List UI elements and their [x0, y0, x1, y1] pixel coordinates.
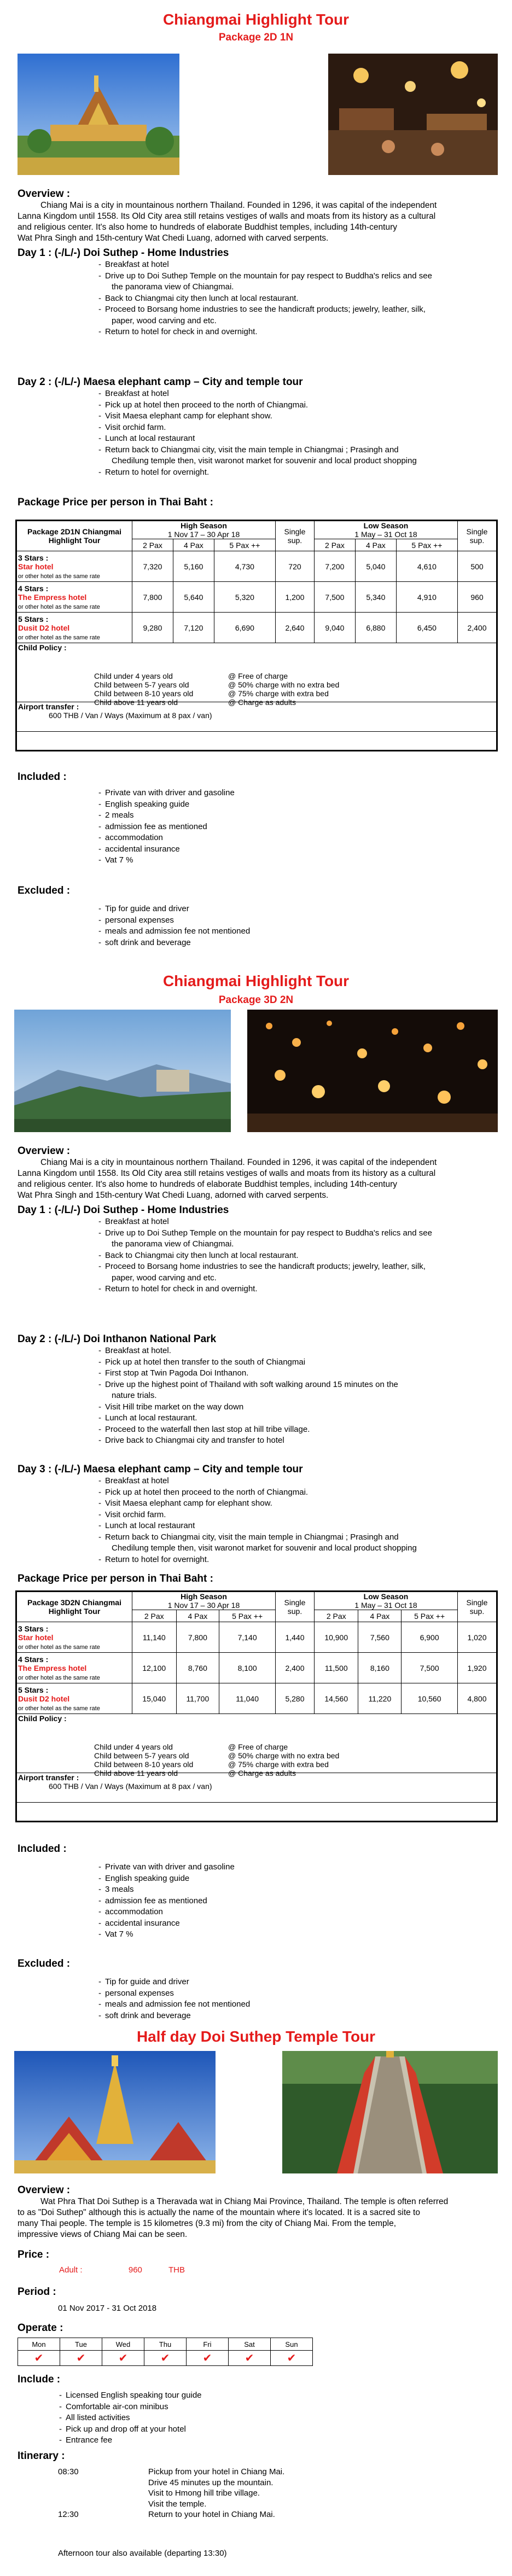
table-row: [17, 1653, 497, 1683]
list-item: - Proceed to Borsang home industries to see the handicraft products; jewelry, leather, silk,: [98, 1261, 492, 1273]
single-sup-header: Single sup.: [275, 1592, 314, 1622]
list-item: the panorama view of Chiangmai.: [112, 282, 234, 292]
list-item: - Proceed to the waterfall then last stop at hill tribe village.: [98, 1424, 492, 1436]
lantern-festival-photo: [247, 1010, 498, 1132]
price-unit: THB: [168, 2265, 185, 2275]
list-item: Child between 8-10 years old @ 75% charge with extra bed: [94, 689, 329, 698]
period-heading: Period :: [18, 2286, 56, 2298]
list-item: - Pick up at hotel then proceed to the north of Chiangmai.: [98, 1487, 492, 1499]
airport-transfer-text: 600 THB / Van / Ways (Maximum at 8 pax / van): [49, 1782, 212, 1791]
list-item: - Vat 7 %: [98, 1929, 427, 1940]
price-cell: 2,400: [275, 1653, 314, 1683]
list-item: - English speaking guide: [98, 799, 427, 811]
tour1-included-list: [98, 788, 427, 866]
night-market-photo: [328, 54, 498, 175]
price-cell: 11,140: [132, 1622, 177, 1653]
list-item: - Pick up at hotel then proceed to the north of Chiangmai.: [98, 400, 492, 411]
check-icon: ✔: [144, 2351, 187, 2366]
list-item: - Return back to Chiangmai city, visit the main temple in Chiangmai ; Prasingh and: [98, 445, 492, 456]
overview-line: to as "Doi Suthep" although this is actually the name of the mountain where it's located. It is a sacred site to: [18, 2208, 420, 2217]
list-item: - English speaking guide: [98, 1873, 427, 1885]
single-sup-header: Single sup.: [275, 521, 314, 551]
col-4pax: 4 Pax: [355, 539, 396, 551]
col-2pax: 2 Pax: [314, 539, 355, 551]
price-cell: 7,200: [314, 551, 355, 582]
list-item: - meals and admission fee not mentioned: [98, 1999, 427, 2010]
tour2-day1-list: [98, 1216, 492, 1295]
itinerary-row: Visit the temple.: [148, 2499, 207, 2509]
col-2pax: 2 Pax: [132, 1610, 177, 1622]
tour2-day2-list: [98, 1345, 492, 1447]
price-cell: 12,100: [132, 1653, 177, 1683]
list-item: - Visit Maesa elephant camp for elephant show.: [98, 411, 492, 422]
price-cell: 7,500: [314, 582, 355, 613]
list-item: - meals and admission fee not mentioned: [98, 926, 427, 937]
overview-line: many Thai people. The temple is 15 kilometres (9.3 mi) from the city of Chiang Mai. From the temple,: [18, 2219, 397, 2228]
check-icon: ✔: [18, 2351, 60, 2366]
check-icon: ✔: [187, 2351, 229, 2366]
tour2-included-list: [98, 1862, 427, 1940]
afternoon-note: Afternoon tour also available (departing 13:30): [58, 2549, 227, 2558]
temple-photo: [18, 54, 179, 175]
list-item: Child under 4 years old @ Free of charge: [94, 672, 288, 680]
price-cell: 8,760: [176, 1653, 219, 1683]
price-cell: 5,280: [275, 1683, 314, 1714]
list-item: - Entrance fee: [59, 2435, 387, 2446]
list-item: - Breakfast at hotel: [98, 388, 492, 400]
single-sup-header: Single sup.: [458, 521, 497, 551]
child-policy-heading: Child Policy :: [18, 1714, 67, 1723]
price-cell: 500: [458, 551, 497, 582]
list-item: Child above 11 years old @ Charge as adults: [94, 1769, 296, 1777]
tour1-overview: [18, 200, 499, 244]
tour2-overview: [18, 1157, 499, 1201]
halfday-overview: [18, 2196, 499, 2240]
check-icon: ✔: [271, 2351, 313, 2366]
list-item: paper, wood carving and etc.: [112, 316, 217, 325]
list-item: - Return back to Chiangmai city, visit the main temple in Chiangmai ; Prasingh and: [98, 1532, 492, 1543]
table-row: [17, 582, 497, 613]
list-item: - soft drink and beverage: [98, 2010, 427, 2022]
price-cell: 1,020: [458, 1622, 497, 1653]
list-item: - Visit orchid farm.: [98, 1510, 492, 1521]
tour2-overview-heading: Overview :: [18, 1145, 71, 1157]
list-item: Child above 11 years old @ Charge as adults: [94, 698, 296, 707]
list-item: paper, wood carving and etc.: [112, 1273, 217, 1283]
list-item: - accidental insurance: [98, 844, 427, 855]
single-sup-header: Single sup.: [458, 1592, 497, 1622]
tour1-day1-list: [98, 259, 492, 338]
hotel-cell: 3 Stars : Star hotel or other hotel as the same rate: [17, 1622, 132, 1653]
list-item: - Return to hotel for overnight.: [98, 1554, 492, 1566]
price-cell: 8,100: [219, 1653, 276, 1683]
list-item: - Pick up at hotel then transfer to the south of Chiangmai: [98, 1357, 492, 1368]
price-cell: 6,900: [402, 1622, 458, 1653]
list-item: - Visit Maesa elephant camp for elephant show.: [98, 1498, 492, 1510]
price-cell: 7,560: [358, 1622, 402, 1653]
airport-transfer-heading: Airport transfer :: [18, 1773, 79, 1782]
include-list: [59, 2390, 387, 2446]
list-item: - admission fee as mentioned: [98, 821, 427, 833]
hotel-cell: 4 Stars : The Empress hotel or other hotel as the same rate: [17, 1653, 132, 1683]
hotel-cell: 5 Stars : Dusit D2 hotel or other hotel as the same rate: [17, 1683, 132, 1714]
table-corner: Package 2D1N Chiangmai Highlight Tour: [17, 521, 132, 551]
list-item: - 3 meals: [98, 1884, 427, 1896]
price-cell: 11,500: [314, 1653, 358, 1683]
overview-line: Wat Phra Singh and 15th-century Wat Chedi Luang, adorned with carved serpents.: [18, 1191, 329, 1200]
price-cell: 9,040: [314, 613, 355, 643]
price-cell: 6,880: [355, 613, 396, 643]
price-cell: 11,700: [176, 1683, 219, 1714]
price-cell: 6,690: [214, 613, 275, 643]
overview-line: Chiang Mai is a city in mountainous northern Thailand. Founded in 1296, it was capital of the independent: [40, 201, 437, 210]
overview-line: and religious center. It's also home to hundreds of elaborate Buddhist temples, including 14th-century: [18, 223, 397, 232]
price-cell: 8,160: [358, 1653, 402, 1683]
list-item: - accommodation: [98, 832, 427, 844]
tour2-child-policy: [94, 1742, 339, 1777]
airport-transfer-text: 600 THB / Van / Ways (Maximum at 8 pax / van): [49, 711, 212, 720]
list-item: Child between 8-10 years old @ 75% charge with extra bed: [94, 1760, 329, 1769]
price-cell: 7,800: [176, 1622, 219, 1653]
price-cell: 5,040: [355, 551, 396, 582]
col-4pax: 4 Pax: [176, 1610, 219, 1622]
list-item: - Vat 7 %: [98, 855, 427, 866]
list-item: Child under 4 years old @ Free of charge: [94, 1742, 288, 1751]
mountain-photo: [14, 1010, 231, 1132]
low-season-header: Low Season 1 May – 31 Oct 18: [314, 521, 457, 539]
day-sun: Sun: [271, 2338, 313, 2351]
price-cell: 1,920: [458, 1653, 497, 1683]
airport-transfer-heading: Airport transfer :: [18, 702, 79, 711]
overview-line: impressive views of Chiang Mai can be seen.: [18, 2230, 188, 2239]
price-cell: 2,400: [458, 613, 497, 643]
tour2-day1-heading: Day 1 : (-/L/-) Doi Suthep - Home Industries: [18, 1204, 229, 1216]
tour1-day2-heading: Day 2 : (-/L/-) Maesa elephant camp – City and temple tour: [18, 376, 303, 388]
itinerary-heading: Itinerary :: [18, 2450, 65, 2462]
tour1-excluded-list: [98, 904, 427, 948]
price-cell: 7,120: [173, 613, 214, 643]
col-5pax: 5 Pax ++: [396, 539, 457, 551]
price-cell: 7,800: [132, 582, 173, 613]
operate-days-table: [18, 2338, 313, 2366]
price-cell: 4,800: [458, 1683, 497, 1714]
table-row: [17, 551, 497, 582]
list-item: - Return to hotel for check in and overnight.: [98, 1284, 492, 1295]
list-item: - Drive up to Doi Suthep Temple on the mountain for pay respect to Buddha's relics and see: [98, 271, 492, 282]
hotel-cell: 4 Stars : The Empress hotel or other hotel as the same rate: [17, 582, 132, 613]
list-item: - Drive up to Doi Suthep Temple on the mountain for pay respect to Buddha's relics and see: [98, 1228, 492, 1239]
overview-line: Chiang Mai is a city in mountainous northern Thailand. Founded in 1296, it was capital of the independent: [40, 1158, 437, 1167]
tour2-day3-heading: Day 3 : (-/L/-) Maesa elephant camp – City and temple tour: [18, 1464, 303, 1475]
tour2-day2-heading: Day 2 : (-/L/-) Doi Inthanon National Park: [18, 1333, 217, 1345]
list-item: - personal expenses: [98, 1988, 427, 2000]
list-item: - Breakfast at hotel: [98, 1476, 492, 1487]
day-fri: Fri: [187, 2338, 229, 2351]
tour1-day2-list: [98, 388, 492, 478]
day-mon: Mon: [18, 2338, 60, 2351]
price-cell: 1,200: [275, 582, 314, 613]
price-value: 960: [128, 2265, 142, 2275]
halfday-title: Half day Doi Suthep Temple Tour: [136, 2028, 376, 2045]
itinerary-row: Visit to Hmong hill tribe village.: [148, 2488, 260, 2498]
child-policy-heading: Child Policy :: [18, 643, 67, 652]
list-item: - Back to Chiangmai city then lunch at local restaurant.: [98, 1250, 492, 1262]
price-cell: 15,040: [132, 1683, 177, 1714]
list-item: - Private van with driver and gasoline: [98, 1862, 427, 1873]
low-season-header: Low Season 1 May – 31 Oct 18: [314, 1592, 457, 1610]
price-cell: 1,440: [275, 1622, 314, 1653]
list-item: Chedilung temple then, visit waronot market for souvenir and local product shopping: [112, 1543, 417, 1553]
high-season-header: High Season 1 Nov 17 – 30 Apr 18: [132, 1592, 276, 1610]
price-cell: 10,900: [314, 1622, 358, 1653]
list-item: nature trials.: [112, 1391, 157, 1400]
high-season-header: High Season 1 Nov 17 – 30 Apr 18: [132, 521, 276, 539]
col-5pax: 5 Pax ++: [219, 1610, 276, 1622]
halfday-overview-heading: Overview :: [18, 2184, 71, 2196]
price-label: Adult :: [59, 2265, 83, 2275]
tour1-child-policy: [94, 672, 339, 707]
tour1-price-heading: Package Price per person in Thai Baht :: [18, 497, 213, 508]
list-item: - Licensed English speaking tour guide: [59, 2390, 387, 2402]
period-value: 01 Nov 2017 - 31 Oct 2018: [58, 2304, 157, 2313]
price-cell: 7,320: [132, 551, 173, 582]
itinerary-row: 12:30 Return to your hotel in Chiang Mai.: [58, 2510, 275, 2519]
table-row: [17, 1683, 497, 1714]
table-corner: Package 3D2N Chiangmai Highlight Tour: [17, 1592, 132, 1622]
col-4pax: 4 Pax: [173, 539, 214, 551]
list-item: Child between 5-7 years old @ 50% charge with no extra bed: [94, 1751, 340, 1760]
list-item: - Breakfast at hotel: [98, 1216, 492, 1228]
list-item: - Breakfast at hotel.: [98, 1345, 492, 1357]
tour1-included-heading: Included :: [18, 771, 67, 783]
list-item: - Lunch at local restaurant.: [98, 1413, 492, 1424]
overview-line: and religious center. It's also home to hundreds of elaborate Buddhist temples, including 14th-century: [18, 1180, 397, 1189]
tour2-price-heading: Package Price per person in Thai Baht :: [18, 1573, 213, 1584]
price-cell: 5,340: [355, 582, 396, 613]
check-icon: ✔: [102, 2351, 144, 2366]
price-cell: 11,040: [219, 1683, 276, 1714]
tour1-day1-heading: Day 1 : (-/L/-) Doi Suthep - Home Industries: [18, 247, 229, 259]
list-item: - Visit orchid farm.: [98, 422, 492, 434]
list-item: - Drive back to Chiangmai city and transfer to hotel: [98, 1435, 492, 1447]
tour2-excluded-list: [98, 1977, 427, 2021]
list-item: - Back to Chiangmai city then lunch at local restaurant.: [98, 293, 492, 305]
price-cell: 5,640: [173, 582, 214, 613]
price-cell: 6,450: [396, 613, 457, 643]
itinerary: [58, 2467, 284, 2520]
col-2pax: 2 Pax: [314, 1610, 358, 1622]
price-cell: 11,220: [358, 1683, 402, 1714]
include-heading: Include :: [18, 2374, 61, 2385]
day-thu: Thu: [144, 2338, 187, 2351]
hotel-cell: 5 Stars : Dusit D2 hotel or other hotel as the same rate: [17, 613, 132, 643]
list-item: - accommodation: [98, 1907, 427, 1918]
list-item: - Private van with driver and gasoline: [98, 788, 427, 799]
tour2-title: Chiangmai Highlight Tour: [162, 972, 350, 989]
itinerary-row: Drive 45 minutes up the mountain.: [148, 2478, 274, 2487]
list-item: - Return to hotel for overnight.: [98, 467, 492, 479]
list-item: - accidental insurance: [98, 1918, 427, 1930]
price-heading: Price :: [18, 2249, 50, 2260]
check-icon: ✔: [229, 2351, 271, 2366]
table-row: [17, 613, 497, 643]
list-item: - Pick up and drop off at your hotel: [59, 2424, 387, 2435]
price-cell: 9,280: [132, 613, 173, 643]
price-cell: 960: [458, 582, 497, 613]
price-cell: 4,730: [214, 551, 275, 582]
price-cell: 7,140: [219, 1622, 276, 1653]
overview-line: Wat Phra That Doi Suthep is a Theravada wat in Chiang Mai Province, Thailand. The temple is often referred: [40, 2197, 449, 2206]
list-item: - Lunch at local restaurant: [98, 433, 492, 445]
price-cell: 4,910: [396, 582, 457, 613]
itinerary-row: 08:30 Pickup from your hotel in Chiang Mai.: [58, 2467, 285, 2476]
list-item: - Tip for guide and driver: [98, 904, 427, 915]
list-item: - soft drink and beverage: [98, 937, 427, 949]
day-wed: Wed: [102, 2338, 144, 2351]
day-sat: Sat: [229, 2338, 271, 2351]
doi-suthep-temple-photo: [14, 2051, 216, 2173]
list-item: Child between 5-7 years old @ 50% charge with no extra bed: [94, 680, 340, 689]
day-tue: Tue: [60, 2338, 102, 2351]
overview-line: Lanna Kingdom until 1558. Its Old City area still retains vestiges of walls and moats from its history as a cultural: [18, 1169, 436, 1178]
tour1-excluded-heading: Excluded :: [18, 885, 71, 896]
tour1-title: Chiangmai Highlight Tour: [162, 11, 350, 28]
tour2-day3-list: [98, 1476, 492, 1565]
tour2-included-heading: Included :: [18, 1843, 67, 1855]
list-item: - Breakfast at hotel: [98, 259, 492, 271]
list-item: - Tip for guide and driver: [98, 1977, 427, 1988]
hotel-cell: 3 Stars : Star hotel or other hotel as the same rate: [17, 551, 132, 582]
tour1-overview-heading: Overview :: [18, 188, 71, 200]
price-cell: 5,320: [214, 582, 275, 613]
list-item: - Comfortable air-con minibus: [59, 2402, 387, 2413]
col-4pax: 4 Pax: [358, 1610, 402, 1622]
tour2-excluded-heading: Excluded :: [18, 1958, 71, 1969]
overview-line: Lanna Kingdom until 1558. Its Old City area still retains vestiges of walls and moats from its history as a cultural: [18, 212, 436, 221]
table-row: [17, 1622, 497, 1653]
temple-stairs-photo: [282, 2051, 498, 2173]
col-2pax: 2 Pax: [132, 539, 173, 551]
list-item: - personal expenses: [98, 915, 427, 926]
list-item: - All listed activities: [59, 2412, 387, 2424]
price-cell: 5,160: [173, 551, 214, 582]
list-item: - First stop at Twin Pagoda Doi Inthanon.: [98, 1368, 492, 1379]
list-item: - Visit Hill tribe market on the way down: [98, 1402, 492, 1413]
list-item: - Lunch at local restaurant: [98, 1520, 492, 1532]
tour2-package: Package 3D 2N: [218, 994, 294, 1006]
price-cell: 2,640: [275, 613, 314, 643]
tour1-package: Package 2D 1N: [218, 32, 294, 43]
price-line: [59, 2265, 185, 2275]
list-item: - Proceed to Borsang home industries to see the handicraft products; jewelry, leather, silk,: [98, 304, 492, 316]
price-cell: 14,560: [314, 1683, 358, 1714]
list-item: - 2 meals: [98, 810, 427, 821]
col-5pax: 5 Pax ++: [402, 1610, 458, 1622]
col-5pax: 5 Pax ++: [214, 539, 275, 551]
list-item: the panorama view of Chiangmai.: [112, 1239, 234, 1249]
list-item: - admission fee as mentioned: [98, 1896, 427, 1907]
price-cell: 10,560: [402, 1683, 458, 1714]
list-item: Chedilung temple then, visit waronot market for souvenir and local product shopping: [112, 456, 417, 465]
price-cell: 4,610: [396, 551, 457, 582]
operate-heading: Operate :: [18, 2322, 63, 2334]
price-cell: 7,500: [402, 1653, 458, 1683]
list-item: - Return to hotel for check in and overnight.: [98, 327, 492, 338]
check-icon: ✔: [60, 2351, 102, 2366]
price-cell: 720: [275, 551, 314, 582]
overview-line: Wat Phra Singh and 15th-century Wat Chedi Luang, adorned with carved serpents.: [18, 234, 329, 243]
list-item: - Drive up the highest point of Thailand with soft walking around 15 minutes on the: [98, 1379, 492, 1391]
